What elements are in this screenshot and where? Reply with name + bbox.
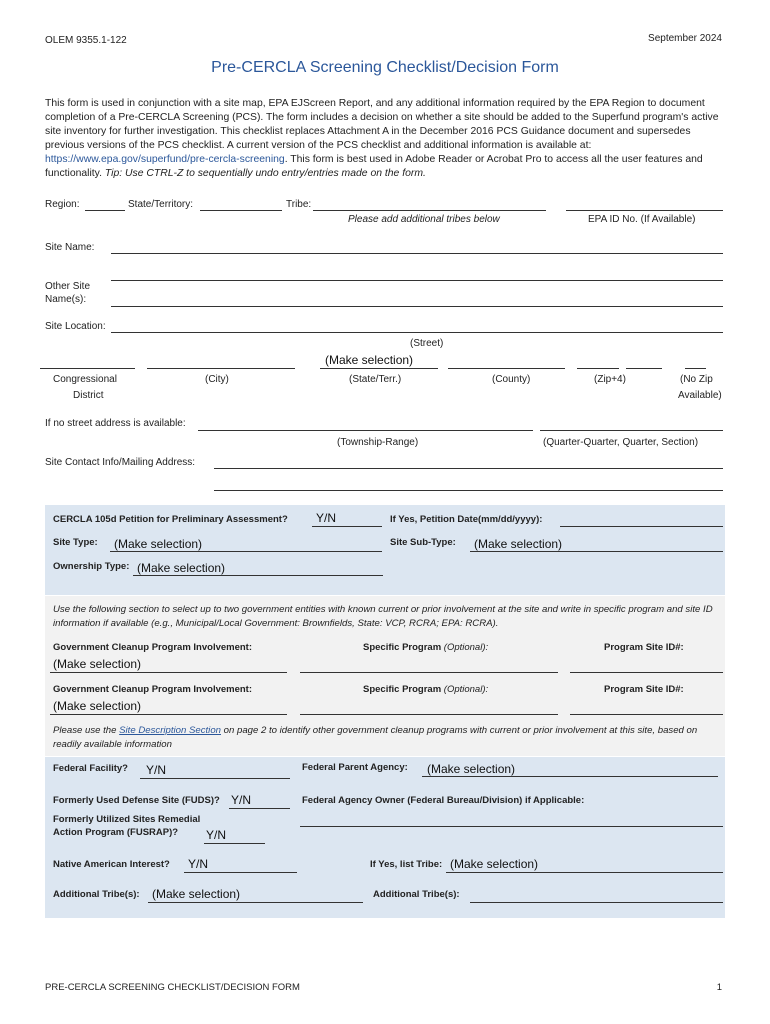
- specific-program-label-1: Specific Program (Optional):: [363, 642, 489, 653]
- site-type-label: Site Type:: [53, 537, 98, 548]
- doc-id: OLEM 9355.1-122: [45, 35, 127, 46]
- city-caption: (City): [205, 374, 229, 385]
- state-territory-field[interactable]: [200, 210, 282, 211]
- gov-program-line-2: [50, 714, 287, 715]
- program-site-id-field-2[interactable]: [570, 714, 723, 715]
- program-site-id-label-1: Program Site ID#:: [604, 642, 684, 653]
- township-caption: (Township-Range): [337, 437, 419, 448]
- site-name-field-2[interactable]: [111, 280, 723, 281]
- list-tribe-line: [446, 872, 723, 873]
- district-caption: District: [73, 390, 104, 401]
- congressional-caption: Congressional: [53, 374, 117, 385]
- region-field[interactable]: [85, 210, 125, 211]
- state-select-line: [320, 368, 438, 369]
- tribes-note: Please add additional tribes below: [348, 214, 500, 225]
- fuds-label: Formerly Used Defense Site (FUDS)?: [53, 795, 220, 806]
- list-tribe-select[interactable]: (Make selection): [450, 857, 539, 871]
- site-type-line: [110, 551, 382, 552]
- site-name-label: Site Name:: [45, 242, 95, 253]
- federal-parent-label: Federal Parent Agency:: [302, 762, 408, 773]
- other-site-names-field[interactable]: [111, 306, 723, 307]
- quarter-caption: (Quarter-Quarter, Quarter, Section): [543, 437, 699, 448]
- native-american-select[interactable]: Y/N: [188, 857, 209, 871]
- program-site-id-field-1[interactable]: [570, 672, 723, 673]
- zip-field[interactable]: [577, 368, 619, 369]
- no-zip-checkbox[interactable]: [685, 368, 706, 369]
- pcs-link[interactable]: https://www.epa.gov/superfund/pre-cercla-screening: [45, 154, 285, 165]
- intro-tip: Tip: Use CTRL-Z to sequentially undo entry/entries made on the form.: [104, 168, 426, 179]
- gov-program-select-2[interactable]: (Make selection): [53, 699, 142, 713]
- additional-tribes-line: [148, 902, 363, 903]
- epa-id-label: EPA ID No. (If Available): [588, 214, 696, 225]
- federal-facility-label: Federal Facility?: [53, 763, 128, 774]
- epa-id-field[interactable]: [566, 210, 723, 211]
- no-street-label: If no street address is available:: [45, 418, 186, 429]
- page-title: Pre-CERCLA Screening Checklist/Decision Form: [211, 59, 559, 76]
- additional-tribes-select[interactable]: (Make selection): [152, 887, 241, 901]
- site-subtype-select[interactable]: (Make selection): [474, 537, 563, 551]
- petition-select-line: [312, 526, 382, 527]
- region-label: Region:: [45, 199, 80, 210]
- footer-page-number: 1: [716, 982, 722, 993]
- zip4-caption: (Zip+4): [594, 374, 626, 385]
- tribe-field[interactable]: [313, 210, 546, 211]
- federal-facility-select[interactable]: Y/N: [146, 763, 167, 777]
- federal-facility-line: [140, 778, 290, 779]
- federal-owner-label: Federal Agency Owner (Federal Bureau/Division) if Applicable:: [302, 795, 585, 806]
- city-field[interactable]: [147, 368, 295, 369]
- federal-parent-select[interactable]: (Make selection): [427, 762, 516, 776]
- county-caption: (County): [492, 374, 531, 385]
- gov-program-note: Use the following section to select up to two government entities with known current or prior involvement at the site and write in specific program and site ID information if available (e.g., Municipal/Local Government: Brownfields, State: VCP, RCRA; EPA: RCRA).: [53, 604, 713, 629]
- fuds-line: [229, 808, 290, 809]
- site-name-field[interactable]: [111, 253, 723, 254]
- federal-owner-field[interactable]: [300, 826, 723, 827]
- street-caption: (Street): [410, 338, 444, 349]
- petition-select[interactable]: Y/N: [316, 511, 337, 525]
- contact-field[interactable]: [214, 468, 723, 469]
- tribe-label: Tribe:: [286, 199, 312, 210]
- zip4-field[interactable]: [626, 368, 662, 369]
- gov-program-line-1: [50, 672, 287, 673]
- specific-program-label-2: Specific Program (Optional):: [363, 684, 489, 695]
- intro-paragraph: [45, 97, 725, 181]
- fusrap-label-2: Action Program (FUSRAP)?: [53, 827, 179, 838]
- site-subtype-label: Site Sub-Type:: [390, 537, 456, 548]
- congressional-district-field[interactable]: [40, 368, 135, 369]
- county-field[interactable]: [448, 368, 565, 369]
- fusrap-label-1: Formerly Utilized Sites Remedial: [53, 814, 201, 825]
- available-caption: Available): [678, 390, 722, 401]
- doc-date: September 2024: [648, 33, 722, 44]
- fusrap-line: [204, 843, 265, 844]
- specific-program-field-2[interactable]: [300, 714, 558, 715]
- other-site-names-label-2: Name(s):: [45, 294, 87, 305]
- state-terr-caption: (State/Terr.): [349, 374, 402, 385]
- site-location-label: Site Location:: [45, 321, 106, 332]
- no-zip-caption: (No Zip: [680, 374, 713, 385]
- additional-tribes-label: Additional Tribe(s):: [53, 889, 140, 900]
- additional-tribes-label-2: Additional Tribe(s):: [373, 889, 460, 900]
- contact-field-2[interactable]: [214, 490, 723, 491]
- state-territory-label: State/Territory:: [128, 199, 194, 210]
- list-tribe-label: If Yes, list Tribe:: [370, 859, 443, 870]
- intro-text-2: . This form is best used in Adobe Reader or Acrobat Pro to access all the user features and functionality.: [45, 154, 703, 179]
- street-field[interactable]: [111, 332, 723, 333]
- native-american-label: Native American Interest?: [53, 859, 170, 870]
- contact-label: Site Contact Info/Mailing Address:: [45, 457, 196, 468]
- specific-program-field-1[interactable]: [300, 672, 558, 673]
- additional-tribes-field-2[interactable]: [470, 902, 723, 903]
- footer-form-name: PRE-CERCLA SCREENING CHECKLIST/DECISION FORM: [45, 982, 300, 993]
- ownership-line: [133, 575, 383, 576]
- gov-program-select-1[interactable]: (Make selection): [53, 657, 142, 671]
- petition-date-label: If Yes, Petition Date(mm/dd/yyyy):: [390, 514, 543, 525]
- fuds-select[interactable]: Y/N: [231, 793, 252, 807]
- petition-date-field[interactable]: [560, 526, 723, 527]
- program-site-id-label-2: Program Site ID#:: [604, 684, 684, 695]
- ownership-label: Ownership Type:: [53, 561, 130, 572]
- site-description-link[interactable]: Site Description Section: [119, 725, 221, 736]
- native-american-line: [184, 872, 297, 873]
- gov-program-label-1: Government Cleanup Program Involvement:: [53, 642, 253, 653]
- site-type-select[interactable]: (Make selection): [114, 537, 203, 551]
- petition-label: CERCLA 105d Petition for Preliminary Assessment?: [53, 514, 288, 525]
- fusrap-select[interactable]: Y/N: [206, 828, 227, 842]
- federal-parent-line: [422, 776, 718, 777]
- site-subtype-line: [470, 551, 723, 552]
- ownership-select[interactable]: (Make selection): [137, 561, 226, 575]
- other-site-names-label-1: Other Site: [45, 281, 91, 292]
- site-description-note: Please use the Site Description Section on page 2 to identify other government cleanup programs with current or prior involvement at this site, based on readily available information: [53, 725, 698, 750]
- intro-text-1: This form is used in conjunction with a site map, EPA EJScreen Report, and any additional information required by the EPA Region to document completion of a Pre-CERCLA Screening (PCS). The form includes a decision on whether a site should be added to the Superfund program's active site inventory for further investigation. This checklist replaces Attachment A in the December 2016 PCS Guidance document and supersedes previous versions of the PCS checklist. A current version of the PCS checklist and additional information is available at:: [45, 98, 719, 151]
- gov-program-label-2: Government Cleanup Program Involvement:: [53, 684, 253, 695]
- state-select[interactable]: (Make selection): [325, 353, 414, 367]
- township-field[interactable]: [198, 430, 533, 431]
- quarter-field[interactable]: [540, 430, 723, 431]
